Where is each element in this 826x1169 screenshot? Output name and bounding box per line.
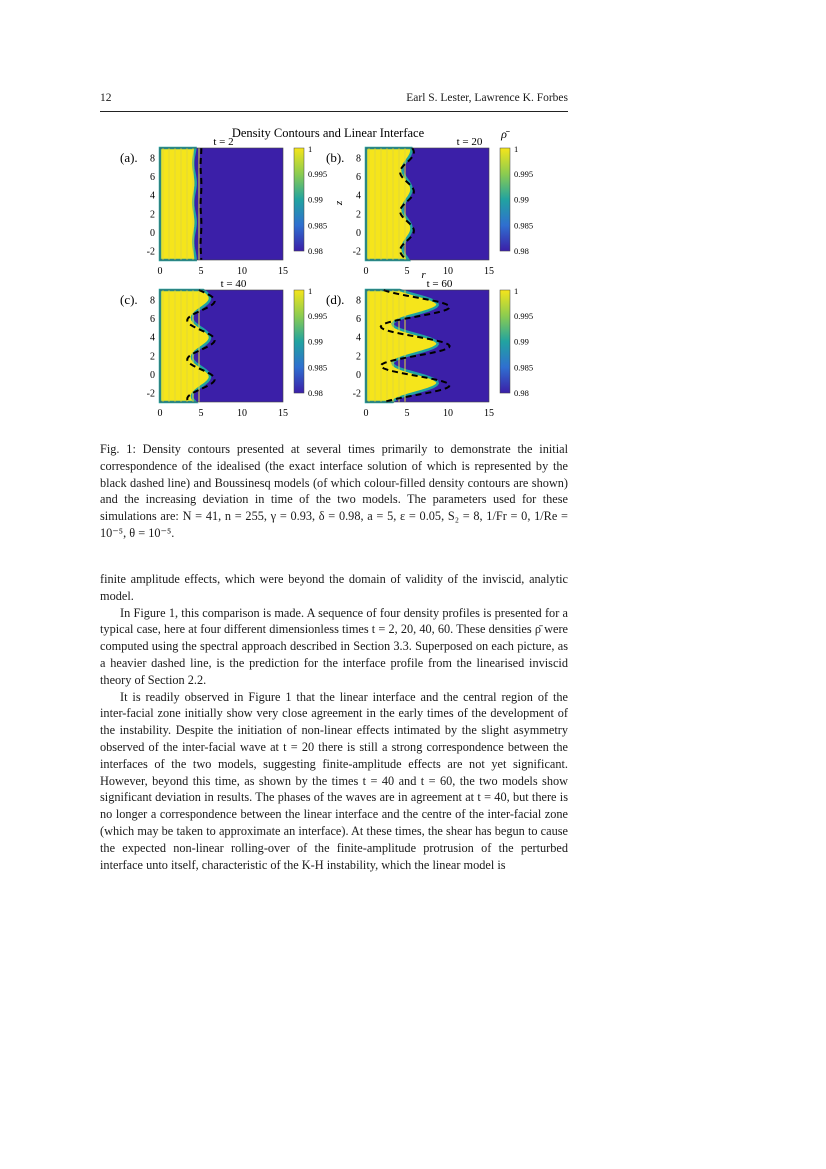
y-tick-label: 6 xyxy=(356,314,361,325)
x-tick-label: 0 xyxy=(363,408,369,419)
y-tick-label: 0 xyxy=(356,370,361,381)
y-tick-label: 2 xyxy=(356,209,361,221)
density-stripe xyxy=(398,290,400,402)
colorbar-tick-label: 0.985 xyxy=(514,362,534,373)
y-tick-label: 0 xyxy=(150,370,155,381)
panel-time-title: t = 40 xyxy=(220,278,247,290)
paragraph: finite amplitude effects, which were beyond the domain of validity of the inviscid, analytic model. xyxy=(100,572,568,603)
density-stripe xyxy=(374,290,376,402)
colorbar-tick-label: 0.99 xyxy=(308,336,323,347)
density-stripe xyxy=(180,290,182,402)
panel-label: (b). xyxy=(326,150,345,165)
colorbar-tick-label: 0.985 xyxy=(308,220,328,231)
colorbar-tick-label: 0.98 xyxy=(308,246,323,257)
y-tick-label: -2 xyxy=(146,388,155,400)
colorbar-tick-label: 0.995 xyxy=(514,310,534,321)
y-tick-label: 0 xyxy=(150,228,155,239)
x-tick-label: 15 xyxy=(278,266,288,277)
x-tick-label: 0 xyxy=(157,408,163,419)
x-tick-label: 10 xyxy=(237,408,247,419)
panel-label: (a). xyxy=(120,150,138,165)
y-tick-label: 4 xyxy=(356,190,361,202)
y-tick-label: 2 xyxy=(356,351,361,363)
panel-d xyxy=(326,278,533,419)
density-stripe xyxy=(180,148,182,260)
panel-a xyxy=(120,136,327,277)
body-text xyxy=(100,571,568,873)
density-stripe xyxy=(162,290,164,402)
density-stripe xyxy=(186,148,188,260)
density-stripe xyxy=(168,148,170,260)
header-rule xyxy=(100,111,568,112)
density-stripe xyxy=(380,148,382,260)
x-tick-label: 5 xyxy=(404,266,410,277)
y-tick-label: 4 xyxy=(150,332,155,344)
colorbar xyxy=(500,148,510,251)
panel-b xyxy=(326,127,533,281)
y-tick-label: 8 xyxy=(356,295,361,307)
density-stripe xyxy=(192,290,194,402)
colorbar xyxy=(500,290,510,393)
density-stripe xyxy=(162,148,164,260)
colorbar-tick-label: 0.98 xyxy=(514,246,529,257)
y-tick-label: 6 xyxy=(150,314,155,325)
y-tick-label: 8 xyxy=(150,153,155,165)
colorbar xyxy=(294,290,304,393)
density-stripe xyxy=(192,148,194,260)
y-tick-label: 2 xyxy=(150,351,155,363)
density-stripe xyxy=(392,148,394,260)
y-tick-label: 4 xyxy=(356,332,361,344)
density-stripe xyxy=(386,290,388,402)
density-stripe xyxy=(168,290,170,402)
density-stripe xyxy=(198,290,200,402)
density-stripe xyxy=(368,290,370,402)
caption-text: Density contours presented at several times primarily to demonstrate the initial correspondence of the idealised (the exact interface solution of which is represented by the black dashed line) and Boussinesq models (of which colour-filled density contours are shown) and the increasing deviation in time of the two models. The parameters used for these simulations are: N = 41, n = 255, γ = 0.93, δ = 0.98, a = 5, ε = 0.05, S₂ = 8, 1/Fr = 0, 1/Re = 10⁻⁵, θ = 10⁻⁵. xyxy=(100,442,568,540)
colorbar xyxy=(294,148,304,251)
y-tick-label: -2 xyxy=(146,246,155,258)
colorbar-tick-label: 0.995 xyxy=(514,168,534,179)
density-stripe xyxy=(174,148,176,260)
y-tick-label: 4 xyxy=(150,190,155,202)
colorbar-tick-label: 1 xyxy=(514,144,519,154)
colorbar-symbol: ρ̄ xyxy=(501,127,507,141)
density-stripe xyxy=(386,148,388,260)
x-tick-label: 15 xyxy=(484,266,494,277)
x-tick-label: 15 xyxy=(278,408,288,419)
figure-title: Density Contours and Linear Interface xyxy=(231,126,425,140)
density-stripe xyxy=(174,290,176,402)
x-tick-label: 10 xyxy=(443,408,453,419)
high-density-region xyxy=(366,290,438,402)
x-tick-label: 5 xyxy=(198,266,204,277)
colorbar-tick-label: 0.99 xyxy=(514,194,529,205)
density-stripe xyxy=(374,148,376,260)
caption-label: Fig. 1: xyxy=(100,442,136,456)
y-tick-label: 8 xyxy=(150,295,155,307)
x-tick-label: 15 xyxy=(484,408,494,419)
colorbar-tick-label: 0.985 xyxy=(514,220,534,231)
density-stripe xyxy=(404,290,406,402)
colorbar-tick-label: 0.99 xyxy=(308,194,323,205)
colorbar-tick-label: 1 xyxy=(308,144,313,154)
colorbar-tick-label: 0.985 xyxy=(308,362,328,373)
y-tick-label: -2 xyxy=(352,388,361,400)
panel-label: (c). xyxy=(120,292,138,307)
panel-time-title: t = 20 xyxy=(456,136,483,148)
y-tick-label: 8 xyxy=(356,153,361,165)
panel-time-title: t = 2 xyxy=(213,136,234,148)
y-tick-label: 2 xyxy=(150,209,155,221)
colorbar-tick-label: 0.995 xyxy=(308,168,328,179)
x-tick-label: 5 xyxy=(198,408,204,419)
high-density-region xyxy=(160,148,196,260)
y-tick-label: 6 xyxy=(356,172,361,183)
colorbar-tick-label: 0.98 xyxy=(514,388,529,399)
paragraph: In Figure 1, this comparison is made. A sequence of four density profiles is presented for a typical case, here at four different dimensionless times t = 2, 20, 40, 60. These densities ρ̄ were computed using the spectral approach described in Section 3.3. Superposed on each picture, as a heavier dashed line, is the prediction for the interface profile from the linearised inviscid theory of Section 2.2. xyxy=(100,605,568,687)
running-head xyxy=(100,92,568,112)
high-density-region xyxy=(160,290,210,402)
figure-caption xyxy=(100,441,568,542)
panel-label: (d). xyxy=(326,292,345,307)
colorbar-tick-label: 0.98 xyxy=(308,388,323,399)
running-head-authors: Earl S. Lester, Lawrence K. Forbes xyxy=(406,92,568,104)
panel-c xyxy=(120,278,327,419)
y-tick-label: -2 xyxy=(352,246,361,258)
panel-time-title: t = 60 xyxy=(426,278,453,290)
x-axis-label: r xyxy=(421,269,426,281)
colorbar-tick-label: 1 xyxy=(308,286,313,296)
y-axis-label: z xyxy=(333,200,345,206)
density-stripe xyxy=(398,148,400,260)
y-tick-label: 6 xyxy=(150,172,155,183)
figure-1 xyxy=(100,118,570,419)
colorbar-tick-label: 1 xyxy=(514,286,519,296)
page-number: 12 xyxy=(100,92,112,104)
density-stripe xyxy=(368,148,370,260)
y-tick-label: 0 xyxy=(356,228,361,239)
colorbar-tick-label: 0.995 xyxy=(308,310,328,321)
paragraph: It is readily observed in Figure 1 that the linear interface and the central region of the inter-facial zone initially show very close agreement in the early times of the development of the instability. Despite the initiation of non-linear effects intimated by the slight asymmetry observed of the inter-facial wave at t = 20 there is still a strong correspondence between the interfaces of the two models, suggesting finite-amplitude effects are not yet significant. However, beyond this time, as shown by the times t = 40 and t = 60, the two models show significant deviation in results. The phases of the waves are in agreement at t = 40, but there is no longer a correspondence between the linear interface and the centre of the inter-facial zone (which may be taken to approximate an interface). At these times, the shear has begun to cause the expected non-linear rolling-over of the finite-amplitude protrusion of the perturbed interface unto itself, characteristic of the K-H instability, which the linear model is xyxy=(100,689,568,872)
colorbar-tick-label: 0.99 xyxy=(514,336,529,347)
density-stripe xyxy=(186,290,188,402)
density-stripe xyxy=(392,290,394,402)
density-stripe xyxy=(380,290,382,402)
x-tick-label: 0 xyxy=(363,266,369,277)
x-tick-label: 10 xyxy=(443,266,453,277)
x-tick-label: 0 xyxy=(157,266,163,277)
x-tick-label: 10 xyxy=(237,266,247,277)
x-tick-label: 5 xyxy=(404,408,410,419)
